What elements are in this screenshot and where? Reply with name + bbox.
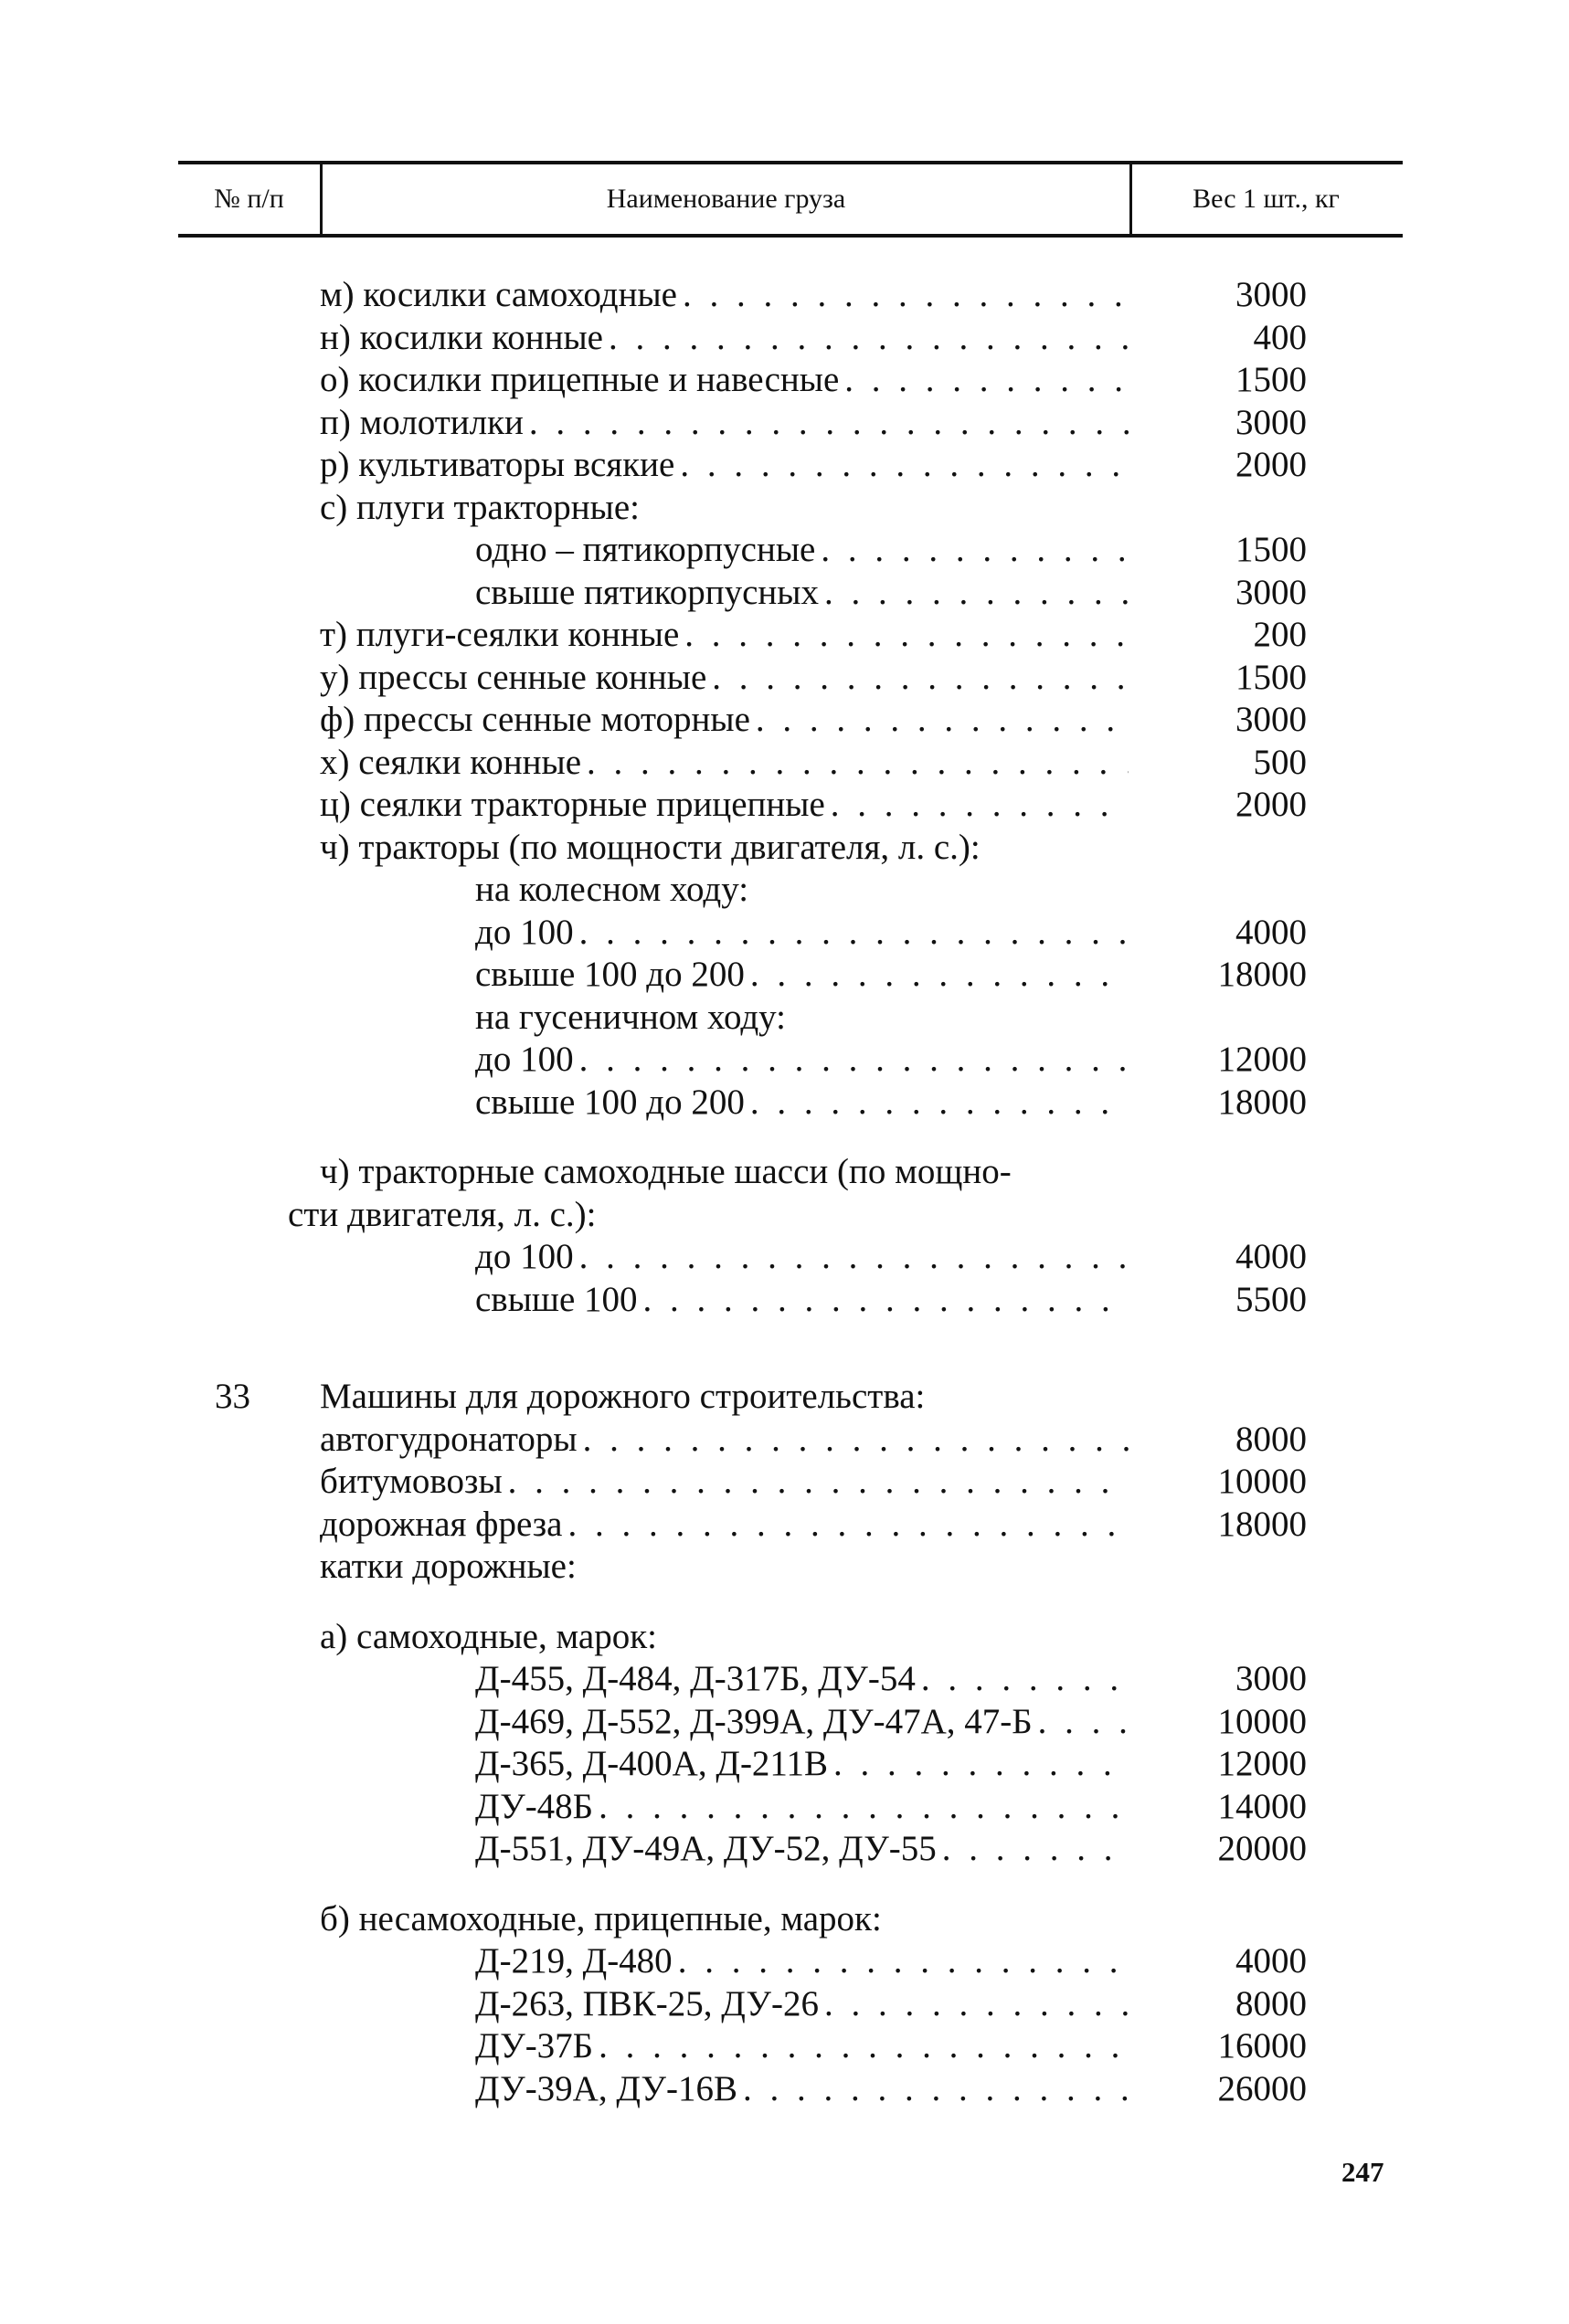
cargo-name: Д-365, Д-400А, Д-211В <box>475 1744 829 1783</box>
row-label-wrap <box>475 1658 1129 1701</box>
cargo-name: одно – пятикорпусные <box>475 530 816 569</box>
table-row <box>178 1419 1403 1462</box>
dot-leader <box>825 784 1129 827</box>
row-label-wrap <box>475 1279 1129 1322</box>
weight-value: 3000 <box>1235 402 1307 442</box>
weight-value: 12000 <box>1217 1040 1307 1079</box>
row-label-wrap <box>320 1616 1129 1659</box>
row-label-wrap <box>475 997 1129 1040</box>
dot-leader <box>593 1786 1129 1829</box>
dot-leader <box>937 1828 1129 1871</box>
dot-leader <box>745 954 1129 997</box>
dot-leader <box>673 1940 1129 1983</box>
row-label-wrap <box>475 2068 1129 2111</box>
weight-value: 18000 <box>1217 955 1307 994</box>
cargo-name: т) плуги-сеялки конные <box>320 615 680 654</box>
weight-value: 400 <box>1253 317 1307 357</box>
cargo-name: свыше пятикорпусных <box>475 572 819 612</box>
table-row <box>178 1236 1403 1279</box>
cargo-name: катки дорожные: <box>320 1547 577 1586</box>
weight-value: 20000 <box>1217 1829 1307 1868</box>
weight-value: 4000 <box>1235 1941 1307 1981</box>
weight-value: 8000 <box>1235 1419 1307 1459</box>
cargo-name: Д-263, ПВК-25, ДУ-26 <box>475 1983 819 2023</box>
dot-leader <box>574 912 1129 955</box>
row-label-wrap <box>475 1082 1129 1125</box>
table-row <box>178 1504 1403 1547</box>
dot-leader <box>706 657 1129 700</box>
cargo-name: Д-469, Д-552, Д-399А, ДУ-47А, 47-Б <box>475 1701 1033 1741</box>
spacer <box>178 1348 1403 1376</box>
table-row <box>178 657 1403 700</box>
cargo-name: до 100 <box>475 1237 574 1276</box>
row-label-wrap <box>320 784 1129 827</box>
dot-leader <box>679 614 1129 657</box>
row-label-wrap <box>320 742 1129 785</box>
cargo-name: у) прессы сенные конные <box>320 657 707 697</box>
row-label-wrap <box>475 1236 1129 1279</box>
table-row <box>178 1658 1403 1701</box>
row-label-wrap <box>320 1376 1129 1419</box>
table-row <box>178 572 1403 615</box>
cargo-name: Д-551, ДУ-49А, ДУ-52, ДУ-55 <box>475 1829 937 1868</box>
cargo-name: битумовозы <box>320 1462 503 1501</box>
weight-value: 14000 <box>1217 1786 1307 1826</box>
table-row <box>178 869 1403 912</box>
weight-value: 10000 <box>1217 1701 1307 1741</box>
dot-leader <box>677 274 1129 317</box>
row-label-wrap <box>475 954 1129 997</box>
table-row <box>178 1828 1403 1871</box>
row-label-wrap <box>320 487 1129 530</box>
row-label-wrap <box>320 699 1129 742</box>
table-header <box>178 161 1403 238</box>
cargo-name: автогудронаторы <box>320 1419 578 1459</box>
dot-leader <box>578 1419 1129 1462</box>
weight-value: 500 <box>1253 742 1307 782</box>
table-row <box>178 784 1403 827</box>
weight-value: 2000 <box>1235 445 1307 484</box>
dot-leader <box>819 1983 1129 2026</box>
weight-value: 2000 <box>1235 785 1307 824</box>
cargo-name: ф) прессы сенные моторные <box>320 700 750 739</box>
cargo-name: до 100 <box>475 1040 574 1079</box>
cargo-name: Д-219, Д-480 <box>475 1941 673 1981</box>
group-towed-rollers <box>178 1898 1403 2111</box>
group-tractor-chassis <box>178 1151 1403 1321</box>
cargo-name: р) культиваторы всякие <box>320 445 675 484</box>
cargo-name: н) косилки конные <box>320 317 603 357</box>
cargo-name: Д-455, Д-484, Д-317Б, ДУ-54 <box>475 1659 916 1698</box>
cargo-name: на гусеничном ходу: <box>475 997 786 1037</box>
row-label-wrap <box>320 827 1129 870</box>
spacer <box>178 1321 1403 1348</box>
cargo-name: дорожная фреза <box>320 1504 563 1544</box>
cargo-name: сти двигателя, л. с.): <box>288 1194 597 1234</box>
table-row <box>178 1151 1403 1194</box>
cargo-name: с) плуги тракторные: <box>320 487 641 527</box>
weight-value: 3000 <box>1235 1659 1307 1698</box>
table-row <box>178 1194 1403 1237</box>
cargo-name: о) косилки прицепные и навесные <box>320 360 840 399</box>
column-number-header: № п/п <box>214 184 284 214</box>
dot-leader <box>674 444 1129 487</box>
table-row <box>178 997 1403 1040</box>
row-label-wrap <box>475 1828 1129 1871</box>
cargo-name: ДУ-48Б <box>475 1786 594 1826</box>
group-road-machines <box>178 1376 1403 1589</box>
cargo-name: ДУ-39А, ДУ-16В <box>475 2068 738 2108</box>
row-label-wrap <box>320 444 1129 487</box>
dot-leader <box>503 1461 1129 1504</box>
group-agricultural <box>178 274 1403 1124</box>
cargo-name: свыше 100 <box>475 1279 638 1319</box>
row-label-wrap <box>288 1194 1129 1237</box>
table-row <box>178 274 1403 317</box>
table-row <box>178 359 1403 402</box>
table-row <box>178 1279 1403 1322</box>
cargo-name: м) косилки самоходные <box>320 275 677 314</box>
table-row <box>178 912 1403 955</box>
table-row <box>178 954 1403 997</box>
row-label-wrap <box>320 1546 1129 1589</box>
table-row <box>178 2025 1403 2068</box>
weight-value: 200 <box>1253 615 1307 654</box>
cargo-name: ч) тракторы (по мощности двигателя, л. с.): <box>320 827 981 867</box>
weight-value: 4000 <box>1235 912 1307 952</box>
table-row <box>178 1743 1403 1786</box>
table-row <box>178 1701 1403 1744</box>
row-label-wrap <box>320 657 1129 700</box>
weight-value: 1500 <box>1235 530 1307 569</box>
row-label-wrap <box>320 402 1129 445</box>
table-row <box>178 1983 1403 2026</box>
row-label-wrap <box>475 572 1129 615</box>
item-number: 33 <box>215 1377 250 1416</box>
row-label-wrap <box>320 1461 1129 1504</box>
table-row <box>178 827 1403 870</box>
dot-leader <box>828 1743 1129 1786</box>
dot-leader <box>574 1236 1129 1279</box>
row-label-wrap <box>475 1039 1129 1082</box>
dot-leader <box>839 359 1129 402</box>
spacer <box>178 1871 1403 1898</box>
dot-leader <box>819 572 1129 615</box>
table-row <box>178 1898 1403 1941</box>
column-name-header: Наименование груза <box>320 164 1132 234</box>
cargo-name: свыше 100 до 200 <box>475 955 745 994</box>
row-label-wrap <box>320 1898 1129 1941</box>
table-row <box>178 1940 1403 1983</box>
dot-leader <box>524 402 1129 445</box>
weight-value: 3000 <box>1235 572 1307 612</box>
row-label-wrap <box>320 1504 1129 1547</box>
dot-leader <box>581 742 1129 785</box>
spacer <box>178 1589 1403 1616</box>
table-row <box>178 487 1403 530</box>
table-row <box>178 444 1403 487</box>
cargo-name: б) несамоходные, прицепные, марок: <box>320 1898 882 1938</box>
table-row <box>178 1786 1403 1829</box>
row-label-wrap <box>475 1701 1129 1744</box>
table-row <box>178 317 1403 360</box>
table-row <box>178 742 1403 785</box>
table-row <box>178 402 1403 445</box>
column-weight-header: Вес 1 шт., кг <box>1193 184 1340 214</box>
dot-leader <box>750 699 1129 742</box>
row-label-wrap <box>475 529 1129 572</box>
dot-leader <box>574 1039 1129 1082</box>
table-row <box>178 1376 1403 1419</box>
row-label-wrap <box>475 869 1129 912</box>
weight-value: 16000 <box>1217 2026 1307 2065</box>
page-number: 247 <box>1341 2156 1384 2188</box>
table-row <box>178 2068 1403 2111</box>
cargo-name: до 100 <box>475 912 574 952</box>
dot-leader <box>603 317 1129 360</box>
row-label-wrap <box>320 614 1129 657</box>
cargo-name: ДУ-37Б <box>475 2026 594 2065</box>
table-row <box>178 1082 1403 1125</box>
table-row <box>178 614 1403 657</box>
dot-leader <box>745 1082 1129 1125</box>
table-row <box>178 699 1403 742</box>
row-label-wrap <box>320 1419 1129 1462</box>
weight-value: 12000 <box>1217 1744 1307 1783</box>
row-label-wrap <box>475 1983 1129 2026</box>
row-label-wrap <box>320 1151 1129 1194</box>
weight-value: 18000 <box>1217 1504 1307 1544</box>
cargo-name: на колесном ходу: <box>475 870 749 909</box>
table-row <box>178 529 1403 572</box>
row-label-wrap <box>475 1743 1129 1786</box>
table-row <box>178 1039 1403 1082</box>
cargo-name: ч) тракторные самоходные шасси (по мощно- <box>320 1152 1012 1191</box>
row-label-wrap <box>320 274 1129 317</box>
weight-value: 5500 <box>1235 1279 1307 1319</box>
weight-value: 3000 <box>1235 275 1307 314</box>
dot-leader <box>638 1279 1129 1322</box>
table-body <box>178 274 1403 2110</box>
dot-leader <box>1033 1701 1129 1744</box>
group-self-propelled-rollers <box>178 1616 1403 1871</box>
cargo-name: Машины для дорожного строительства: <box>320 1377 926 1416</box>
row-label-wrap <box>475 912 1129 955</box>
spacer <box>178 1124 1403 1151</box>
weight-value: 1500 <box>1235 360 1307 399</box>
weight-value: 10000 <box>1217 1462 1307 1501</box>
row-label-wrap <box>475 1940 1129 1983</box>
weight-value: 8000 <box>1235 1983 1307 2023</box>
weight-value: 1500 <box>1235 657 1307 697</box>
row-label-wrap <box>475 1786 1129 1829</box>
dot-leader <box>562 1504 1129 1547</box>
dot-leader <box>737 2068 1129 2111</box>
table-row <box>178 1546 1403 1589</box>
dot-leader <box>916 1658 1129 1701</box>
cargo-name: а) самоходные, марок: <box>320 1616 657 1656</box>
table-row <box>178 1461 1403 1504</box>
cargo-name: ц) сеялки тракторные прицепные <box>320 785 825 824</box>
weight-value: 4000 <box>1235 1237 1307 1276</box>
dot-leader <box>815 529 1129 572</box>
cargo-name: свыше 100 до 200 <box>475 1082 745 1122</box>
dot-leader <box>593 2025 1129 2068</box>
row-label-wrap <box>475 2025 1129 2068</box>
row-label-wrap <box>320 317 1129 360</box>
weight-value: 18000 <box>1217 1082 1307 1122</box>
cargo-name: п) молотилки <box>320 402 524 442</box>
row-label-wrap <box>320 359 1129 402</box>
weight-value: 26000 <box>1217 2068 1307 2108</box>
weight-value: 3000 <box>1235 700 1307 739</box>
cargo-name: х) сеялки конные <box>320 742 582 782</box>
table-row <box>178 1616 1403 1659</box>
